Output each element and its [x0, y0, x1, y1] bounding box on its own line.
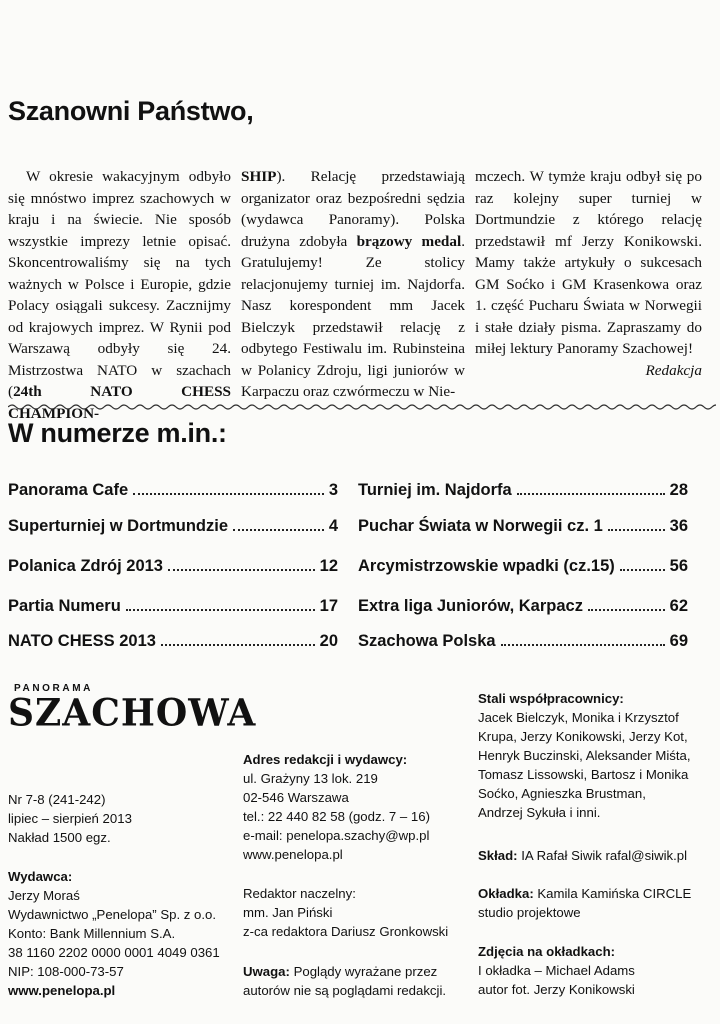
collaborators-line: Henryk Buczinski, Aleksander Miśta,	[478, 748, 691, 763]
toc-title: Partia Numeru	[8, 597, 121, 615]
toc-entry[interactable]	[358, 592, 688, 616]
toc-entry[interactable]	[8, 592, 338, 616]
note-label: Uwaga:	[243, 964, 290, 979]
toc-entry[interactable]	[358, 512, 688, 536]
editor-line: mm. Jan Piński	[243, 905, 333, 920]
toc-title: Panorama Cafe	[8, 481, 129, 499]
toc-page: 4	[328, 517, 338, 535]
toc-entry[interactable]	[8, 512, 338, 536]
toc-entry[interactable]	[358, 552, 688, 576]
toc-page: 17	[319, 597, 338, 615]
editorial-text: mczech. W tymże kraju odbył się po raz kolejny super turniej w Dortmundzie z którego relację przedstawił mf Jerzy Konikowski. Mamy także artykuły o sukcesach GM Soćko i GM Krasenkowa oraz 1. część Pucharu Świata w Norwegii i stałe działy pisma. Zapraszamy do miłej lektury Panoramy Szachowej!	[475, 168, 702, 357]
publisher-www-link[interactable]: www.penelopa.pl	[8, 983, 116, 998]
phone-line: tel.: 22 440 82 58 (godz. 7 – 16)	[243, 809, 430, 824]
toc-leader	[608, 529, 665, 531]
toc-page: 62	[669, 597, 688, 615]
toc-title: Polanica Zdrój 2013	[8, 557, 163, 575]
cover-label: Okładka:	[478, 886, 534, 901]
toc-page: 3	[328, 481, 338, 499]
editorial-text: W okresie wakacyjnym odbyło się mnóstwo imprez szachowych w kraju i na świecie. Nie sposób wszystkie imprezy letnie opisać. Skoncentrowaliśmy się na tych ważnych w Polsce i Europie, gdzie Polacy osiągali sukcesy. Zacznijmy od krajowych imprez. W Rynii pod Warszawą odbyły się 24. Mistrzostwa NATO w szachach (	[8, 168, 231, 400]
publisher-line: 38 1160 2202 0000 0001 4049 0361	[8, 945, 220, 960]
collaborators-label: Stali współpracownicy:	[478, 691, 624, 706]
editor-info	[243, 884, 463, 941]
toc-title: Szachowa Polska	[358, 632, 496, 650]
toc-title: Puchar Świata w Norwegii cz. 1	[358, 517, 603, 535]
collaborators-line: Andrzej Sykuła i inni.	[478, 805, 601, 820]
logo-panorama: PANORAMA	[14, 683, 93, 694]
toc-title: Extra liga Juniorów, Karpacz	[358, 597, 583, 615]
editorial-column-1	[8, 166, 231, 424]
toc-title: Turniej im. Najdorfa	[358, 481, 512, 499]
photos-info	[478, 942, 716, 999]
note-text: autorów nie są poglądami redakcji.	[243, 983, 447, 998]
toc-title: Arcymistrzowskie wpadki (cz.15)	[358, 557, 615, 575]
address-line: 02-546 Warszawa	[243, 790, 349, 805]
toc-title: NATO CHESS 2013	[8, 632, 156, 650]
editorial-bold-text: 24th NATO CHESS CHAMPION-	[8, 383, 231, 422]
contents-heading: W numerze m.in.:	[8, 418, 227, 448]
address-info	[243, 750, 463, 864]
toc-entry[interactable]	[8, 552, 338, 576]
wavy-divider	[8, 403, 716, 411]
collaborators-line: Krupa, Jerzy Konikowski, Jerzy Kot,	[478, 729, 688, 744]
cover-text: Kamila Kamińska CIRCLE	[533, 886, 692, 901]
note-text: Poglądy wyrażane przez	[289, 964, 438, 979]
publisher-line: Jerzy Moraś	[8, 888, 80, 903]
issue-date: lipiec – sierpień 2013	[8, 811, 132, 826]
address-line: ul. Grażyny 13 lok. 219	[243, 771, 378, 786]
publisher-info	[8, 867, 238, 1000]
editor-line: z-ca redaktora Dariusz Gronkowski	[243, 924, 449, 939]
toc-page: 36	[669, 517, 688, 535]
photos-label: Zdjęcia na okładkach:	[478, 944, 616, 959]
toc-leader	[517, 493, 665, 495]
toc-entry[interactable]	[358, 627, 688, 651]
toc-entry[interactable]	[8, 476, 338, 500]
editor-line: Redaktor naczelny:	[243, 886, 356, 901]
toc-leader	[168, 569, 315, 571]
editorial-bold-text: SHIP	[241, 168, 277, 185]
editorial-column-3	[475, 166, 702, 381]
cover-info	[478, 884, 716, 922]
toc-leader	[501, 644, 665, 646]
email-link[interactable]: e-mail: penelopa.szachy@wp.pl	[243, 828, 430, 843]
toc-leader	[233, 529, 324, 531]
issue-circulation: Nakład 1500 egz.	[8, 830, 111, 845]
photos-line: I okładka – Michael Adams	[478, 963, 635, 978]
logo-szachowa: SZACHOWA	[8, 690, 257, 736]
editorial-column-2	[241, 166, 465, 403]
toc-leader	[133, 493, 324, 495]
collaborators-info	[478, 689, 716, 822]
collaborators-line: Jacek Bielczyk, Monika i Krzysztof	[478, 710, 679, 725]
editorial-bold-text: brązowy medal	[356, 232, 462, 250]
toc-page: 56	[669, 557, 688, 575]
toc-leader	[126, 609, 315, 611]
toc-title: Superturniej w Dortmundzie	[8, 517, 229, 535]
editorial-text: ). Relację przedstawiają organizator oraz bezpośredni sędzia (wydawca Panoramy). Polska drużyna zdobyła	[241, 168, 465, 250]
note-info	[243, 962, 463, 1000]
toc-leader	[588, 609, 665, 611]
address-label: Adres redakcji i wydawcy:	[243, 752, 408, 767]
collaborators-line: Tomasz Lissowski, Bartosz i Monika	[478, 767, 689, 782]
typeset-label: Skład:	[478, 848, 518, 863]
toc-leader	[161, 644, 315, 646]
toc-page: 20	[319, 632, 338, 650]
issue-number: Nr 7-8 (241-242)	[8, 792, 106, 807]
toc-entry[interactable]	[8, 627, 338, 651]
toc-page: 28	[669, 481, 688, 499]
photos-line: autor fot. Jerzy Konikowski	[478, 982, 635, 997]
issue-info	[8, 790, 238, 847]
toc-page: 69	[669, 632, 688, 650]
publisher-line: NIP: 108-000-73-57	[8, 964, 124, 979]
editorial-text: . Gratulujemy! Ze stolicy relacjonujemy turniej im. Najdorfa. Nasz korespondent mm Jacek Bielczyk przedstawił relację z odbytego Festiwalu im. Rubinsteina w Polanicy Zdroju, ligi juniorów w Karpaczu oraz czwórmeczu w Nie-	[241, 232, 465, 400]
toc-page: 12	[319, 557, 338, 575]
publisher-line: Wydawnictwo „Penelopa” Sp. z o.o.	[8, 907, 217, 922]
editorial-signature: Redakcja	[645, 361, 702, 379]
publisher-label: Wydawca:	[8, 869, 73, 884]
toc-entry[interactable]	[358, 476, 688, 500]
cover-text: studio projektowe	[478, 905, 581, 920]
website-link[interactable]: www.penelopa.pl	[243, 847, 343, 862]
toc-leader	[620, 569, 665, 571]
typeset-text: IA Rafał Siwik rafal@siwik.pl	[517, 848, 688, 863]
publisher-line: Konto: Bank Millennium S.A.	[8, 926, 176, 941]
collaborators-line: Soćko, Agnieszka Brustman,	[478, 786, 646, 801]
editorial-greeting: Szanowni Państwo,	[8, 96, 254, 126]
typeset-info	[478, 846, 716, 865]
